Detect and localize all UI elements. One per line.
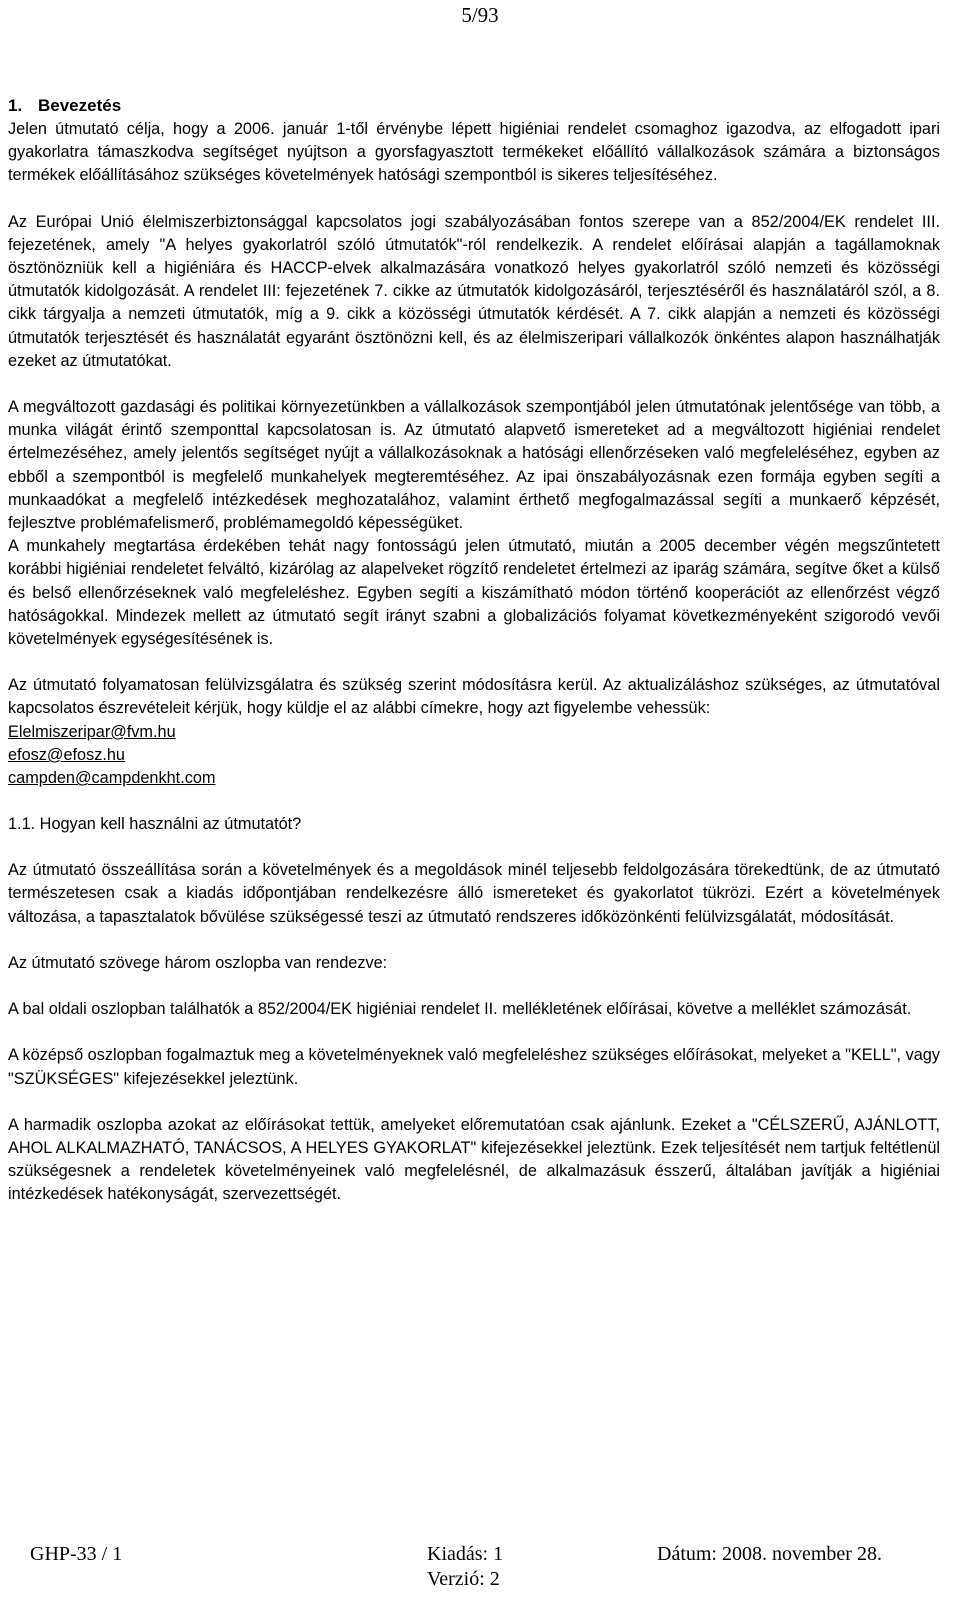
footer-edition: Kiadás: 1 — [427, 1543, 504, 1565]
footer-document-id: GHP-33 / 1 — [30, 1543, 123, 1565]
usage-paragraph-4: A középső oszlopban fogalmaztuk meg a követelményeknek való megfeleléshez szükséges előírásokat, melyeket a "KELL", vagy "SZÜKSÉGES" kifejezésekkel jeleztünk. — [8, 1046, 940, 1088]
email-link-efosz[interactable]: efosz@efosz.hu — [8, 745, 125, 764]
intro-paragraph-3: A megváltozott gazdasági és politikai környezetünkben a vállalkozások szempontjából jelen útmutatónak jelentősége van több, a munka világát érintő szemponttal kapcsolatosan is. Az útmutató alapvető ismereteket ad a megváltozott higiéniai rendelet értelmezéséhez, amely jelentős segítséget nyújt a vállalkozásoknak a hatósági ellenőrzéseken való megfeleléséhez, egyben az ebből a szempontból is megfelelő munkahelyek megteremtéséhez. Az ipai önszabályozásnak ezen formája egyben segíti a munkaadókat a megfelelő intézkedések meghozatalához, valamint érthető megfogalmazással segíti a munkaerő képzését, fejlesztve problémafelismerő, problémamegoldó képességüket. — [8, 398, 940, 533]
intro-paragraph-5: Az útmutató folyamatosan felülvizsgálatra és szükség szerint módosításra kerül. Az aktualizáláshoz szükséges, az útmutatóval kapcsolatos észrevételeit kérjük, hogy küldje el az alábbi címekre, hogy azt figyelembe vehessük: — [8, 676, 940, 718]
section-number: 1. — [8, 96, 23, 115]
intro-paragraph-4: A munkahely megtartása érdekében tehát nagy fontosságú jelen útmutató, miután a 2005 december végén megszűntetett korábbi higiéniai rendeletet felváltó, kizárólag az alapelveket rögzítő rendeletet értelmezi az iparág számára, segítve őket a külső és belső ellenőrzéseknek való megfeleléshez. Egyben segíti a kiszámítható módon történő kooperációt az ellenőrzést végző hatóságokkal. Mindezek mellett az útmutató segít irányt szabni a globalizációs folyamat következményeként szigorodó vevői követelmények egységesítésének is. — [8, 537, 940, 649]
page-content — [8, 94, 940, 1207]
email-link-fvm[interactable]: Elelmiszeripar@fvm.hu — [8, 722, 176, 741]
usage-paragraph-2: Az útmutató szövege három oszlopba van rendezve: — [8, 953, 388, 972]
footer-date: Dátum: 2008. november 28. — [657, 1543, 882, 1565]
intro-paragraph-1: Jelen útmutató célja, hogy a 2006. január 1-től érvénybe lépett higiéniai rendelet csomaghoz igazodva, az elfogadott ipari gyakorlatra támaszkodva segítséget nyújtson a gyorsfagyasztott termékeket előállító vállalkozások számára a biztonságos termékek előállításához szükséges követelmények hatósági szempontból is sikeres teljesítéséhez. — [8, 120, 940, 185]
contact-email-list — [8, 721, 940, 791]
section-heading — [8, 94, 940, 118]
page-footer — [0, 1542, 960, 1592]
usage-paragraph-5: A harmadik oszlopba azokat az előírásokat tettük, amelyeket előremutatóan csak ajánlunk. Ezeket a "CÉLSZERŰ, AJÁNLOTT, AHOL ALKALMAZHATÓ, TANÁCSOS, A HELYES GYAKORLAT" kifejezésekkel jeleztünk. Ezek teljesítését nem tartjuk feltétlenül szükségesnek a rendeletek követelményeinek való megfelelésnél, de alkalmazásuk ésszerű, általában javítják a higiéniai intézkedések hatékonyságát, szervezettségét. — [8, 1115, 940, 1204]
subsection-heading: 1.1. Hogyan kell használni az útmutatót? — [8, 815, 302, 834]
usage-paragraph-3: A bal oldali oszlopban találhatók a 852/2004/EK higiéniai rendelet II. mellékletének előírásai, követve a melléklet számozását. — [8, 1000, 912, 1019]
footer-version: Verzió: 2 — [427, 1568, 500, 1590]
page-number: 5/93 — [461, 3, 499, 27]
usage-paragraph-1: Az útmutató összeállítása során a követelmények és a megoldások minél teljesebb feldolgozására törekedtünk, de az útmutató természetesen csak a kiadás időpontjában rendelkezésre álló ismereteket és gyakorlatot tükrözi. Ezért a követelmények változása, a tapasztalatok bővülése szükségessé teszi az útmutató rendszeres időközönkénti felülvizsgálatát, módosítását. — [8, 861, 940, 926]
intro-paragraph-2: Az Európai Unió élelmiszerbiztonsággal kapcsolatos jogi szabályozásában fontos szerepe van a 852/2004/EK rendelet III. fejezetének, amely "A helyes gyakorlatról szóló útmutatók"-ról rendelkezik. A rendelet előírásai alapján a tagállamoknak ösztönözniük kell a higiéniára és HACCP-elvek alkalmazására vonatkozó helyes gyakorlatról szóló nemzeti és közösségi útmutatók kidolgozását. A rendelet III: fejezetének 7. cikke az útmutatók kidolgozásáról, terjesztéséről és használatáról szól, a 8. cikk tárgyalja a nemzeti útmutatók, míg a 9. cikk a közösségi útmutatók kérdését. A 7. cikk alapján a nemzeti és közösségi útmutatók terjesztését és használatát egyaránt ösztönözni kell, és az élelmiszeripari vállalkozók önkéntes alapon használhatják ezeket az útmutatókat. — [8, 212, 940, 370]
section-title: Bevezetés — [38, 96, 122, 115]
email-link-campden[interactable]: campden@campdenkht.com — [8, 769, 216, 788]
